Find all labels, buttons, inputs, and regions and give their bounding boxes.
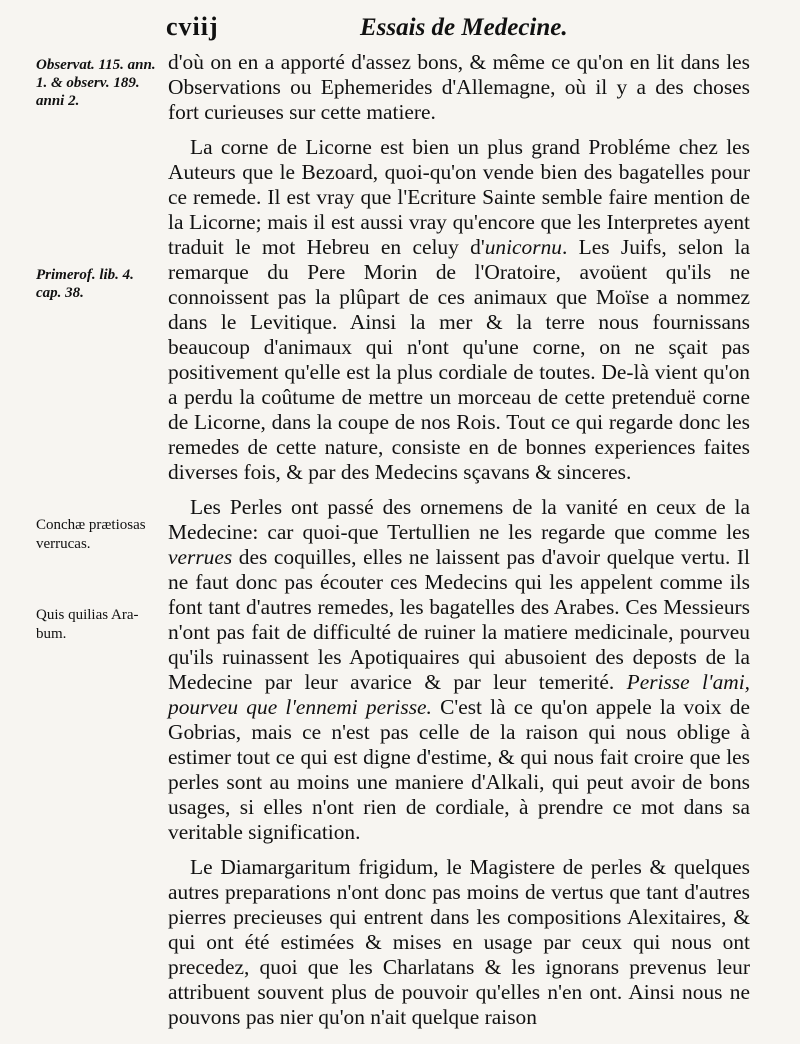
paragraph-licorne <box>168 135 750 485</box>
paragraph-text: des coquilles, elles ne laissent pas d'avoir quelque vertu. Il ne faut donc pas écouter ces Medecins qui les appelent comme ils font tant d'autres remedes, les bagatelles des Arabes. Ces Messieurs n'ont pas fait de difficulté de ruiner la matiere medicinale, pourveu qu'ils ruinassent les Apotiquaires qui abusoient des deposts de la Medecine par leur avarice & par leur temerité. <box>168 545 750 694</box>
paragraph-text: C'est là ce qu'on appele la voix de Gobrias, mais ce n'est pas celle de la raison qui nous oblige à estimer tout ce qui est digne d'estime, & qui nous fait croire que les perles sont au moins une maniere d'Alkali, qui peut avoir de bons usages, si elles n'ont rien de cordiale, à prendre ce mot dans sa veritable signification. <box>168 695 750 844</box>
body-text <box>168 50 750 1040</box>
margin-note-primerose <box>36 266 161 302</box>
margin-note-line: Observat. 115. ann. <box>36 57 156 73</box>
margin-note-quisquilias <box>36 606 161 644</box>
margin-note-line: Primerof. lib. 4. <box>36 267 134 283</box>
margin-note-conchae <box>36 516 161 554</box>
italic-term: verrues <box>168 545 233 569</box>
margin-note-line: anni 2. <box>36 93 80 109</box>
page-header <box>160 4 760 44</box>
italic-term: unicornu <box>484 235 562 259</box>
margin-note-line: Quis quilias Ara- <box>36 607 139 623</box>
margin-note-observations <box>36 56 161 110</box>
paragraph-text: d'où on en a apporté d'assez bons, & même ce qu'on en lit dans les Observations ou Ephemerides d'Allemagne, où il y a des choses fort curieuses sur cette matiere. <box>168 50 750 124</box>
margin-note-line: Conchæ prætiosas <box>36 517 146 533</box>
margin-note-line: bum. <box>36 626 67 642</box>
margin-note-line: verrucas. <box>36 536 91 552</box>
paragraph-continued <box>168 50 750 125</box>
margin-note-line: cap. 38. <box>36 285 84 301</box>
paragraph-diamargaritum <box>168 855 750 1030</box>
paragraph-text: Le Diamargaritum frigidum, le Magistere de perles & quelques autres preparations n'ont donc pas moins de vertus que tant d'autres pierres precieuses qui entrent dans les compositions Alexitaires, & qui ont été estimées & mises en usage par ceux qui nous ont precedez, quoi que les Charlatans & les ignorans prevenus leur attribuent souvent plus de pouvoir qu'elles n'en ont. Ainsi nous ne pouvons pas nier qu'on n'ait quelque raison <box>168 855 750 1029</box>
margin-note-line: 1. & observ. 189. <box>36 75 140 91</box>
running-title: Essais de Medecine. <box>360 14 568 41</box>
page-number: cviij <box>166 12 219 41</box>
paragraph-perles <box>168 495 750 845</box>
margin-notes <box>0 0 165 1044</box>
paragraph-text: La corne de Licorne est bien un plus grand Probléme chez les Auteurs que le Bezoard, quoi-qu'on vende bien des bagatelles pour ce remede. Il est vray que l'Ecriture Sainte semble faire mention de la Licorne; mais il est aussi vray qu'encore que les Interpretes ayent traduit le mot Hebreu en celuy d' <box>168 135 750 259</box>
paragraph-text: . Les Juifs, selon la remarque du Pere Morin de l'Oratoire, avoüent qu'ils ne connoissent pas la plûpart de ces animaux que Moïse a nommez dans le Levitique. Ainsi la mer & la terre nous fournissans beaucoup d'animaux qui n'ont qu'une corne, on ne sçait pas positivement qu'elle est la plus cordiale de toutes. De-là vient qu'on a perdu la coûtume de mettre un morceau de cette pretenduë corne de Licorne, dans la coupe de nos Rois. Tout ce qui regarde donc les remedes de cette nature, consiste en de bonnes experiences faites diverses fois, & par des Medecins sçavans & sinceres. <box>168 235 750 484</box>
paragraph-text: Les Perles ont passé des ornemens de la vanité en ceux de la Medecine: car quoi-que Tertullien ne les regarde que comme les <box>168 495 750 544</box>
italic-quote: Perisse l'ami, pourveu que l'ennemi perisse. <box>168 670 751 719</box>
